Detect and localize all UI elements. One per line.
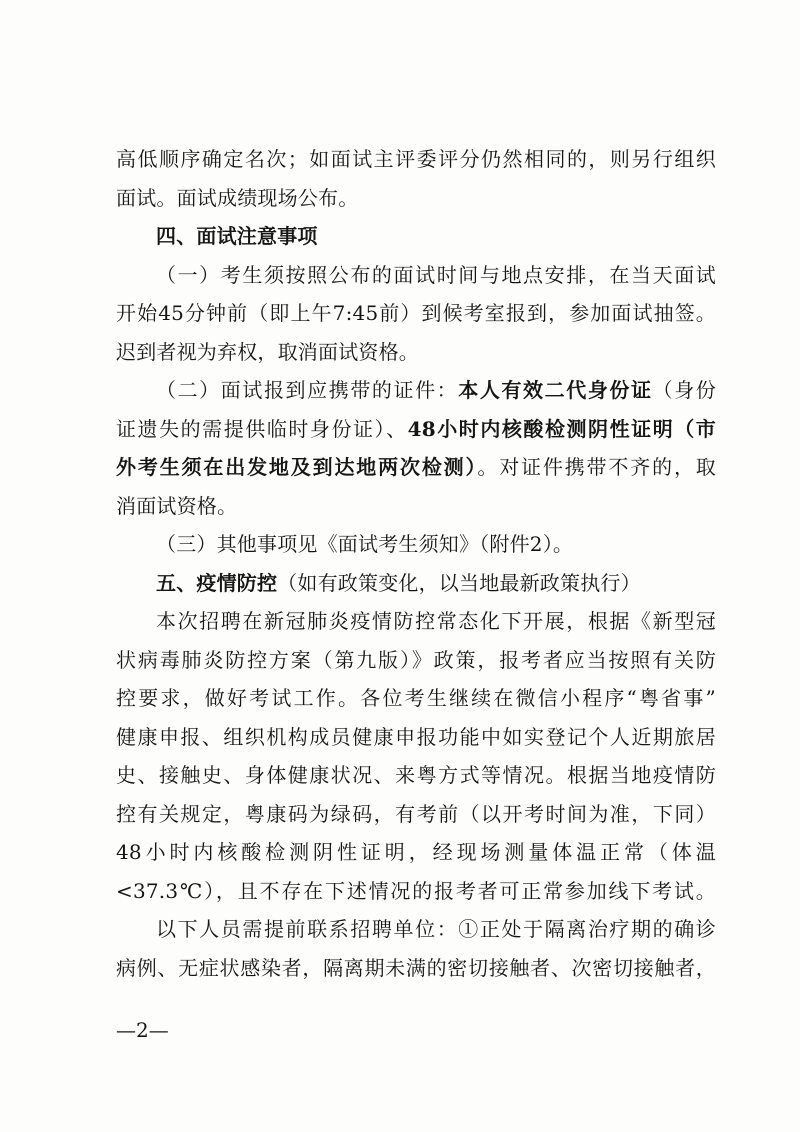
- bold-span: 五、疫情防控: [156, 570, 278, 595]
- document-body: [116, 140, 716, 987]
- section-heading: [116, 564, 716, 603]
- text-line: 迟到者视为弃权，取消面试资格。: [116, 339, 419, 364]
- text-span: 证遗失的需提供临时身份证）、: [116, 416, 408, 441]
- text-line: 控要求，做好考试工作。各位考生继续在微信小程序“粤省事”: [116, 686, 716, 710]
- text-line: 本次招聘在新冠肺炎疫情防控常态化下开展，根据《新型冠: [156, 609, 716, 633]
- text-line: 48小时内核酸检测阴性证明，经现场测量体温正常（体温: [116, 840, 716, 864]
- text-line: 高低顺序确定名次；如面试主评委评分仍然相同的，则另行组织: [116, 147, 716, 171]
- bold-span: 48小时内核酸检测阴性证明（市: [407, 416, 716, 441]
- text-line: 病例、无症状感染者，隔离期未满的密切接触者、次密切接触者，: [116, 955, 716, 980]
- text-line: [116, 410, 716, 449]
- text-span: （如有政策变化，以当地最新政策执行）: [277, 570, 641, 595]
- text-line: 状病毒肺炎防控方案（第九版）》政策，报考者应当按照有关防: [116, 647, 716, 672]
- section-heading: 四、面试注意事项: [156, 224, 318, 248]
- text-line: 开始45分钟前（即上午7:45前）到候考室报到，参加面试抽签。: [116, 301, 716, 325]
- text-line: [116, 371, 716, 410]
- page-number: —2—: [116, 1018, 169, 1042]
- text-line: 消面试资格。: [116, 493, 238, 518]
- text-line: 健康申报、组织机构成员健康申报功能中如实登记个人近期旅居: [116, 724, 716, 749]
- bold-span: 本人有效二代身份证: [458, 378, 653, 402]
- text-line: 控有关规定，粤康码为绿码，有考前（以开考时间为准，下同）: [116, 801, 716, 826]
- text-span: （二）面试报到应携带的证件：: [156, 378, 459, 402]
- bold-span: 外考生须在出发地及到达地两次检测）: [116, 455, 478, 479]
- text-line: 史、接触史、身体健康状况、来粤方式等情况。根据当地疫情防: [116, 763, 716, 787]
- text-span: （身份: [652, 378, 716, 402]
- text-line: <37.3℃），且不存在下述情况的报考者可正常参加线下考试。: [116, 878, 716, 903]
- text-line: （三）其他事项见《面试考生须知》（附件2）。: [156, 532, 574, 556]
- text-line: 面试。面试成绩现场公布。: [116, 185, 359, 210]
- text-line: 以下人员需提前联系招聘单位：①正处于隔离治疗期的确诊: [156, 917, 716, 941]
- text-line: [116, 448, 716, 487]
- text-line: （一）考生须按照公布的面试时间与地点安排，在当天面试: [156, 262, 716, 287]
- text-span: 。对证件携带不齐的，取: [477, 455, 717, 479]
